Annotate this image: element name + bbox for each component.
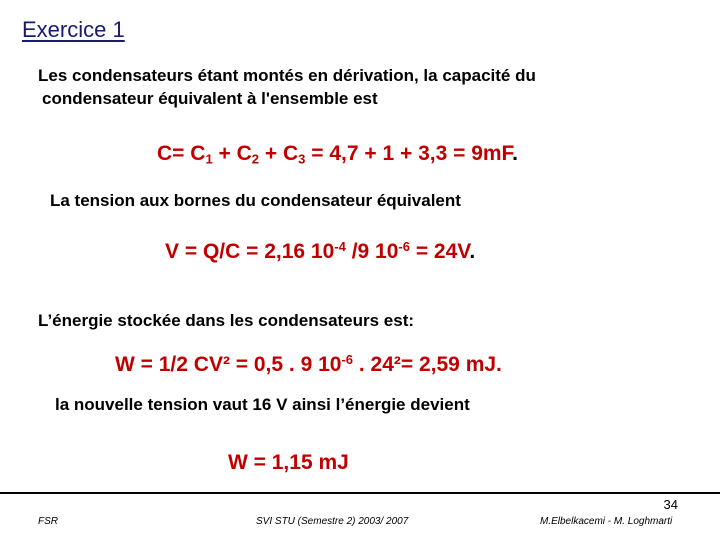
voltage-equation: V = Q/C = 2,16 $10^{-4}$ /9 $10^{-6} = 24V$. (165, 238, 476, 263)
footer-center: SVI STU (Semestre 2) 2003/ 2007 (256, 516, 409, 527)
page-number: 34 (663, 497, 678, 512)
footer-divider (0, 492, 720, 494)
footer-left: FSR (38, 516, 58, 527)
footer-right: M.Elbelkacemi - M. Loghmarti (540, 516, 673, 527)
energy-equation-2: W = 1,15 mJ (228, 451, 349, 474)
intro-line-2: condensateur équivalent à l'ensemble est (42, 89, 378, 108)
tension-text: La tension aux bornes du condensateur équivalent (50, 191, 461, 210)
new-tension-text: la nouvelle tension vaut 16 V ainsi l’énergie devient (55, 395, 470, 414)
capacity-equation: $C= C_1 + C_2 + C_3 = 4,7 + 1 + 3,3 = 9mF$. (157, 142, 518, 167)
energy-equation: W = 1/2 CV² = 0,5 . 9 $10^{-6}$ . 24²= 2,59 mJ. (115, 351, 502, 376)
slide-title: Exercice 1 (22, 17, 125, 42)
energy-text: L’énergie stockée dans les condensateurs est: (38, 311, 415, 330)
intro-line-1: Les condensateurs étant montés en dérivation, la capacité du (38, 66, 536, 85)
